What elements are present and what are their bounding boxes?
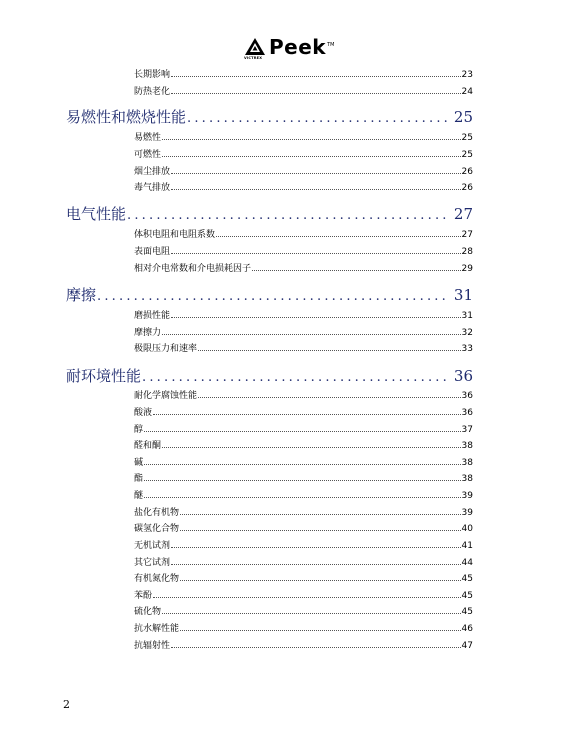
toc-label: 摩擦 (66, 286, 97, 304)
toc-label: 可燃性 (134, 150, 162, 160)
toc-entry[interactable] (134, 522, 473, 534)
toc-leader-dots (144, 472, 461, 481)
toc-page-number: 37 (461, 425, 473, 435)
toc-label: 酯 (134, 474, 144, 484)
toc-label: 极限压力和速率 (134, 344, 198, 354)
toc-page-number: 45 (461, 607, 473, 617)
toc-label: 摩擦力 (134, 328, 162, 338)
victrex-peek-logo (244, 36, 334, 58)
toc-label: 毒气排放 (134, 183, 171, 193)
toc-label: 防热老化 (134, 87, 171, 97)
toc-leader-dots (162, 131, 461, 140)
toc-page-number: 26 (461, 167, 473, 177)
toc-label: 烟尘排放 (134, 167, 171, 177)
toc-page-number: 46 (461, 624, 473, 634)
toc-page-number: 29 (461, 264, 473, 274)
toc-entry[interactable] (134, 262, 473, 274)
toc-leader-dots (198, 342, 461, 351)
toc-page-number: 36 (453, 367, 473, 385)
toc-entry[interactable] (134, 439, 473, 451)
toc-chapter[interactable] (66, 285, 473, 305)
toc-label: 耐环境性能 (66, 367, 142, 385)
toc-leader-dots (180, 572, 461, 581)
toc-leader-dots (144, 489, 461, 498)
toc-label: 磨损性能 (134, 311, 171, 321)
toc-entry[interactable] (134, 472, 473, 484)
toc-label: 体积电阻和电阻系数 (134, 230, 216, 240)
toc-page-number: 26 (461, 183, 473, 193)
toc-label: 电气性能 (66, 205, 127, 223)
toc-leader-dots (171, 639, 461, 648)
toc-leader-dots (162, 439, 461, 448)
toc-leader-dots (252, 262, 461, 271)
toc-entry[interactable] (134, 539, 473, 551)
toc-chapter[interactable] (66, 204, 473, 224)
toc-label: 抗水解性能 (134, 624, 180, 634)
toc-entry[interactable] (134, 572, 473, 584)
toc-entry[interactable] (134, 622, 473, 634)
toc-entry[interactable] (134, 605, 473, 617)
toc-entry[interactable] (134, 406, 473, 418)
victrex-triangle-icon (244, 37, 266, 60)
toc-page-number: 24 (461, 87, 473, 97)
logo-trademark: TM (327, 42, 335, 48)
toc-page-number: 38 (461, 474, 473, 484)
toc-leader-dots (162, 605, 461, 614)
toc-leader-dots (171, 85, 461, 94)
toc-label: 表面电阻 (134, 247, 171, 257)
toc-label: 碱 (134, 458, 144, 468)
toc-entry[interactable] (134, 181, 473, 193)
toc-entry[interactable] (134, 342, 473, 354)
toc-leader-dots (144, 456, 461, 465)
toc-page-number: 41 (461, 541, 473, 551)
toc-entry[interactable] (134, 506, 473, 518)
toc-leader-dots (171, 309, 461, 318)
toc-leader-dots (198, 389, 461, 398)
toc-page-number: 39 (461, 508, 473, 518)
toc-page-number: 25 (461, 133, 473, 143)
toc-page-number: 25 (461, 150, 473, 160)
logo-sub-text: VICTREX (244, 56, 263, 60)
toc-entry[interactable] (134, 245, 473, 257)
toc-leader-dots (180, 522, 461, 531)
toc-entry[interactable] (134, 148, 473, 160)
toc-entry[interactable] (134, 309, 473, 321)
toc-leader-dots (171, 181, 461, 190)
toc-entry[interactable] (134, 389, 473, 401)
toc-leader-dots (97, 287, 447, 307)
toc-page-number: 47 (461, 641, 473, 651)
toc-entry[interactable] (134, 589, 473, 601)
toc-page-number: 25 (453, 108, 473, 126)
toc-page-number: 38 (461, 458, 473, 468)
toc-entry[interactable] (134, 228, 473, 240)
toc-page-number: 40 (461, 524, 473, 534)
toc-leader-dots (127, 206, 447, 226)
toc-label: 抗辐射性 (134, 641, 171, 651)
toc-entry[interactable] (134, 165, 473, 177)
toc-entry[interactable] (134, 423, 473, 435)
toc-entry[interactable] (134, 639, 473, 651)
toc-label: 酸液 (134, 408, 153, 418)
toc-page-number: 45 (461, 574, 473, 584)
toc-entry[interactable] (134, 456, 473, 468)
toc-page-number: 31 (453, 286, 473, 304)
toc-entry[interactable] (134, 556, 473, 568)
toc-page-number: 38 (461, 441, 473, 451)
toc-leader-dots (153, 406, 461, 415)
toc-page-number: 28 (461, 247, 473, 257)
toc-entry[interactable] (134, 489, 473, 501)
toc-label: 无机试剂 (134, 541, 171, 551)
logo-brand-text: Peek (269, 35, 327, 59)
toc-label: 醚 (134, 491, 144, 501)
toc-label: 耐化学腐蚀性能 (134, 391, 198, 401)
toc-page-number: 32 (461, 328, 473, 338)
toc-leader-dots (142, 368, 447, 388)
toc-label: 易燃性和燃烧性能 (66, 108, 187, 126)
toc-label: 盐化有机物 (134, 508, 180, 518)
toc-page-number: 33 (461, 344, 473, 354)
toc-leader-dots (171, 165, 461, 174)
toc-leader-dots (171, 539, 461, 548)
toc-page-number: 27 (453, 205, 473, 223)
toc-page-number: 44 (461, 558, 473, 568)
toc-label: 相对介电常数和介电损耗因子 (134, 264, 252, 274)
toc-label: 醇 (134, 425, 144, 435)
toc-page-number: 36 (461, 391, 473, 401)
toc-page-number: 45 (461, 591, 473, 601)
toc-leader-dots (187, 109, 447, 129)
toc-page-number: 39 (461, 491, 473, 501)
toc-leader-dots (171, 245, 461, 254)
toc-leader-dots (153, 589, 461, 598)
toc-leader-dots (216, 228, 461, 237)
toc-leader-dots (180, 622, 461, 631)
toc-label: 有机氮化物 (134, 574, 180, 584)
toc-label: 碳氢化合物 (134, 524, 180, 534)
toc-label: 硫化物 (134, 607, 162, 617)
toc-label: 长期影响 (134, 70, 171, 80)
toc-label: 易燃性 (134, 133, 162, 143)
toc-label: 苯酚 (134, 591, 153, 601)
toc-chapter[interactable] (66, 366, 473, 386)
toc-leader-dots (180, 506, 461, 515)
toc-entry[interactable] (134, 326, 473, 338)
toc-leader-dots (162, 326, 461, 335)
toc-leader-dots (144, 423, 461, 432)
toc-leader-dots (162, 148, 461, 157)
toc-entry[interactable] (134, 131, 473, 143)
toc-page-number: 36 (461, 408, 473, 418)
toc-page-number: 31 (461, 311, 473, 321)
toc-leader-dots (171, 556, 461, 565)
toc-chapter[interactable] (66, 107, 473, 127)
page-number: 2 (63, 698, 70, 711)
toc-entry[interactable] (134, 68, 473, 80)
toc-entry[interactable] (134, 85, 473, 97)
toc-page-number: 23 (461, 70, 473, 80)
toc-leader-dots (171, 68, 461, 77)
toc-label: 其它试剂 (134, 558, 171, 568)
toc-label: 醛和酮 (134, 441, 162, 451)
toc-page-number: 27 (461, 230, 473, 240)
